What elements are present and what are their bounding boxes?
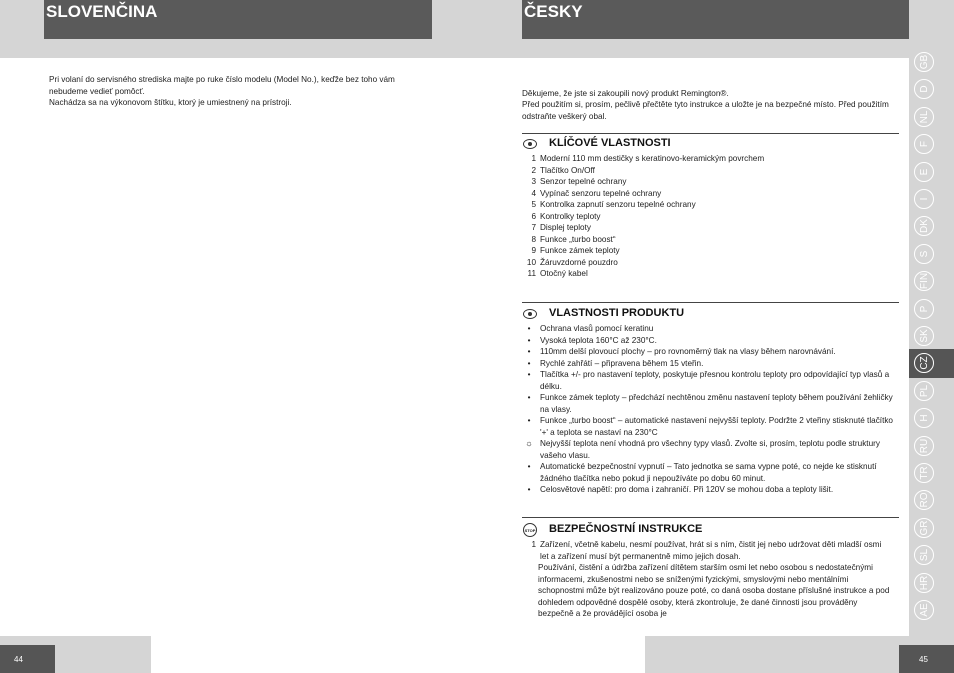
feature-item <box>522 211 764 223</box>
section-divider <box>522 133 899 134</box>
tab-sk[interactable]: SK <box>914 326 934 346</box>
feature-item <box>522 222 764 234</box>
property-item <box>522 392 900 415</box>
feature-item <box>522 234 764 246</box>
feature-number: 7 <box>531 223 536 232</box>
property-item <box>522 438 900 461</box>
feature-item <box>522 257 764 269</box>
tab-ru[interactable]: RU <box>914 436 934 456</box>
feature-item <box>522 245 764 257</box>
bullet: • <box>527 324 531 333</box>
feature-number: 11 <box>527 269 536 278</box>
property-text: Funkce „turbo boost“ – automatické nastavení nejvyšší teploty. Podržte 2 vteřiny stisknuté tlačítko '+' a teplota se nastaví na 230°C <box>540 416 893 437</box>
sun-icon: ☼ <box>525 439 533 448</box>
feature-number: 3 <box>531 177 536 186</box>
tab-dk[interactable]: DK <box>914 216 934 236</box>
tab-i[interactable]: I <box>914 189 934 209</box>
feature-list <box>522 153 764 280</box>
feature-item <box>522 188 764 200</box>
property-text: Funkce zámek teploty – předchází nechtěnou změnu nastavení teploty během používání žehličky na vlasy. <box>540 393 893 414</box>
left-page-title: SLOVENČINA <box>44 0 432 39</box>
property-text: Automatické bezpečnostní vypnutí – Tato jednotka se sama vypne poté, co nejde ke stisknutí žádného tlačítka nebo pokud ji nepoužíváte po dobu 60 minut. <box>540 462 877 483</box>
property-item <box>522 461 900 484</box>
tab-active-background <box>909 349 954 378</box>
property-text: Rychlé zahřátí – připravena během 15 vteřin. <box>540 358 704 368</box>
feature-text: Senzor tepelné ochrany <box>540 177 627 186</box>
tab-ro[interactable]: RO <box>914 490 934 510</box>
feature-text: Vypínač senzoru tepelné ochrany <box>540 188 662 198</box>
feature-item <box>522 176 764 188</box>
stop-icon: STOP <box>523 523 537 537</box>
tab-p[interactable]: P <box>914 299 934 319</box>
feature-text: Moderní 110 mm destičky s keratinovo-keramickým povrchem <box>540 154 765 163</box>
tab-ae[interactable]: AE <box>914 600 934 620</box>
feature-text: Funkce „turbo boost“ <box>540 234 616 244</box>
tab-hr[interactable]: HR <box>914 573 934 593</box>
safety-item-1: Zařízení, včetně kabelu, nesmí používat, hrát si s ním, čistit jej nebo udržovat děti mladší osmi let a zařízení musí být permanentně mimo jejich dosah. <box>540 540 882 561</box>
section-divider <box>522 302 899 303</box>
tab-gb[interactable]: GB <box>914 52 934 72</box>
eye-icon <box>523 309 537 319</box>
tab-f[interactable]: F <box>914 134 934 154</box>
property-item <box>522 346 900 358</box>
section-title-key-features: KLÍČOVÉ VLASTNOSTI <box>549 137 671 149</box>
property-list <box>522 323 900 496</box>
tab-fin[interactable]: FIN <box>914 271 934 291</box>
safety-item-2: Používání, čistění a údržba zařízení dítětem starším osmi let nebo osobou s nedostatečnými informacemi, zkušenostmi nebo se sníženými fyzickými, smyslovými nebo mentálními schopnostmi může být realizováno pouze poté, co daná osoba dostane příslušné instrukce a pod dohledem odpovědné dospělé osoby, která zkontroluje, že dané činnosti jsou prováděny bezpečně a že provádějící osoba je <box>538 563 890 618</box>
bullet: • <box>527 335 531 345</box>
tab-h[interactable]: H <box>914 408 934 428</box>
right-intro-2: Před použitím si, prosím, pečlivě přečtěte tyto instrukce a uložte je na bezpečné místo. Před použitím odstraňte veškerý obal. <box>522 100 889 121</box>
feature-text: Otočný kabel <box>540 269 588 278</box>
tab-pl[interactable]: PL <box>914 381 934 401</box>
property-item <box>522 335 900 347</box>
bullet: • <box>527 485 531 494</box>
feature-text: Kontrolka zapnutí senzoru tepelné ochrany <box>540 200 696 209</box>
feature-text: Kontrolky teploty <box>540 211 601 221</box>
left-footer <box>0 636 151 673</box>
section-title-safety: BEZPEČNOSTNÍ INSTRUKCE <box>549 523 703 535</box>
property-item <box>522 358 900 370</box>
safety-item-number: 1 <box>531 540 536 549</box>
feature-text: Žáruvzdorné pouzdro <box>540 257 618 267</box>
page-number-left: 44 <box>0 645 55 673</box>
feature-number: 5 <box>531 200 536 209</box>
property-text: Tlačítka +/- pro nastavení teploty, poskytuje přesnou kontrolu teploty pro odpovídající typ vlasů a délku. <box>540 370 890 391</box>
bullet: • <box>527 393 531 402</box>
bullet: • <box>527 370 531 379</box>
feature-item <box>522 199 764 211</box>
section-divider <box>522 517 899 518</box>
bullet: • <box>527 416 531 425</box>
property-text: Vysoká teplota 160°C až 230°C. <box>540 335 657 345</box>
tab-tr[interactable]: TR <box>914 463 934 483</box>
left-para-2: Nachádza sa na výkonovom štítku, ktorý je umiestnený na prístroji. <box>49 98 292 107</box>
feature-number: 8 <box>531 234 536 244</box>
tab-d[interactable]: D <box>914 79 934 99</box>
feature-number: 1 <box>531 154 536 163</box>
property-text: Celosvětové napětí: pro doma i zahraničí. Při 120V se mohou doba a teploty lišit. <box>540 485 834 494</box>
property-text: Ochrana vlasů pomocí keratinu <box>540 324 654 333</box>
eye-icon <box>523 139 537 149</box>
left-para-1: Pri volaní do servisného strediska majte po ruke číslo modelu (Model No.), keďže bez toho vám nebudeme vedieť pomôcť. <box>49 75 395 96</box>
section-title-product-features: VLASTNOSTI PRODUKTU <box>549 307 685 319</box>
feature-text: Displej teploty <box>540 223 591 232</box>
feature-number: 9 <box>531 246 536 255</box>
feature-number: 10 <box>526 257 536 267</box>
tab-gr[interactable]: GR <box>914 518 934 538</box>
bullet: • <box>527 347 531 356</box>
feature-item <box>522 153 764 165</box>
property-item <box>522 323 900 335</box>
right-intro-1: Děkujeme, že jste si zakoupili nový produkt Remington®. <box>522 89 729 98</box>
page-number-right: 45 <box>899 645 954 673</box>
bullet: • <box>527 462 531 471</box>
right-page-title: ČESKY <box>522 0 909 39</box>
feature-number: 6 <box>531 211 536 221</box>
bullet: • <box>527 358 531 368</box>
feature-number: 2 <box>531 165 536 175</box>
property-text: 110mm delší plovoucí plochy – pro rovnoměrný tlak na vlasy během narovnávání. <box>540 347 836 356</box>
feature-text: Tlačítko On/Off <box>540 165 595 175</box>
property-item <box>522 369 900 392</box>
feature-item <box>522 165 764 177</box>
feature-number: 4 <box>531 188 536 198</box>
tab-e[interactable]: E <box>914 162 934 182</box>
feature-item <box>522 268 764 280</box>
tab-s[interactable]: S <box>914 244 934 264</box>
feature-text: Funkce zámek teploty <box>540 246 620 255</box>
tab-cz[interactable]: CZ <box>914 353 934 373</box>
right-footer <box>645 636 954 673</box>
property-text: Nejvyšší teplota není vhodná pro všechny typy vlasů. Zvolte si, prosím, teplotu podle struktury vašeho vlasu. <box>540 439 880 460</box>
tab-nl[interactable]: NL <box>914 107 934 127</box>
property-item <box>522 415 900 438</box>
tab-sl[interactable]: SL <box>914 545 934 565</box>
property-item <box>522 484 900 496</box>
